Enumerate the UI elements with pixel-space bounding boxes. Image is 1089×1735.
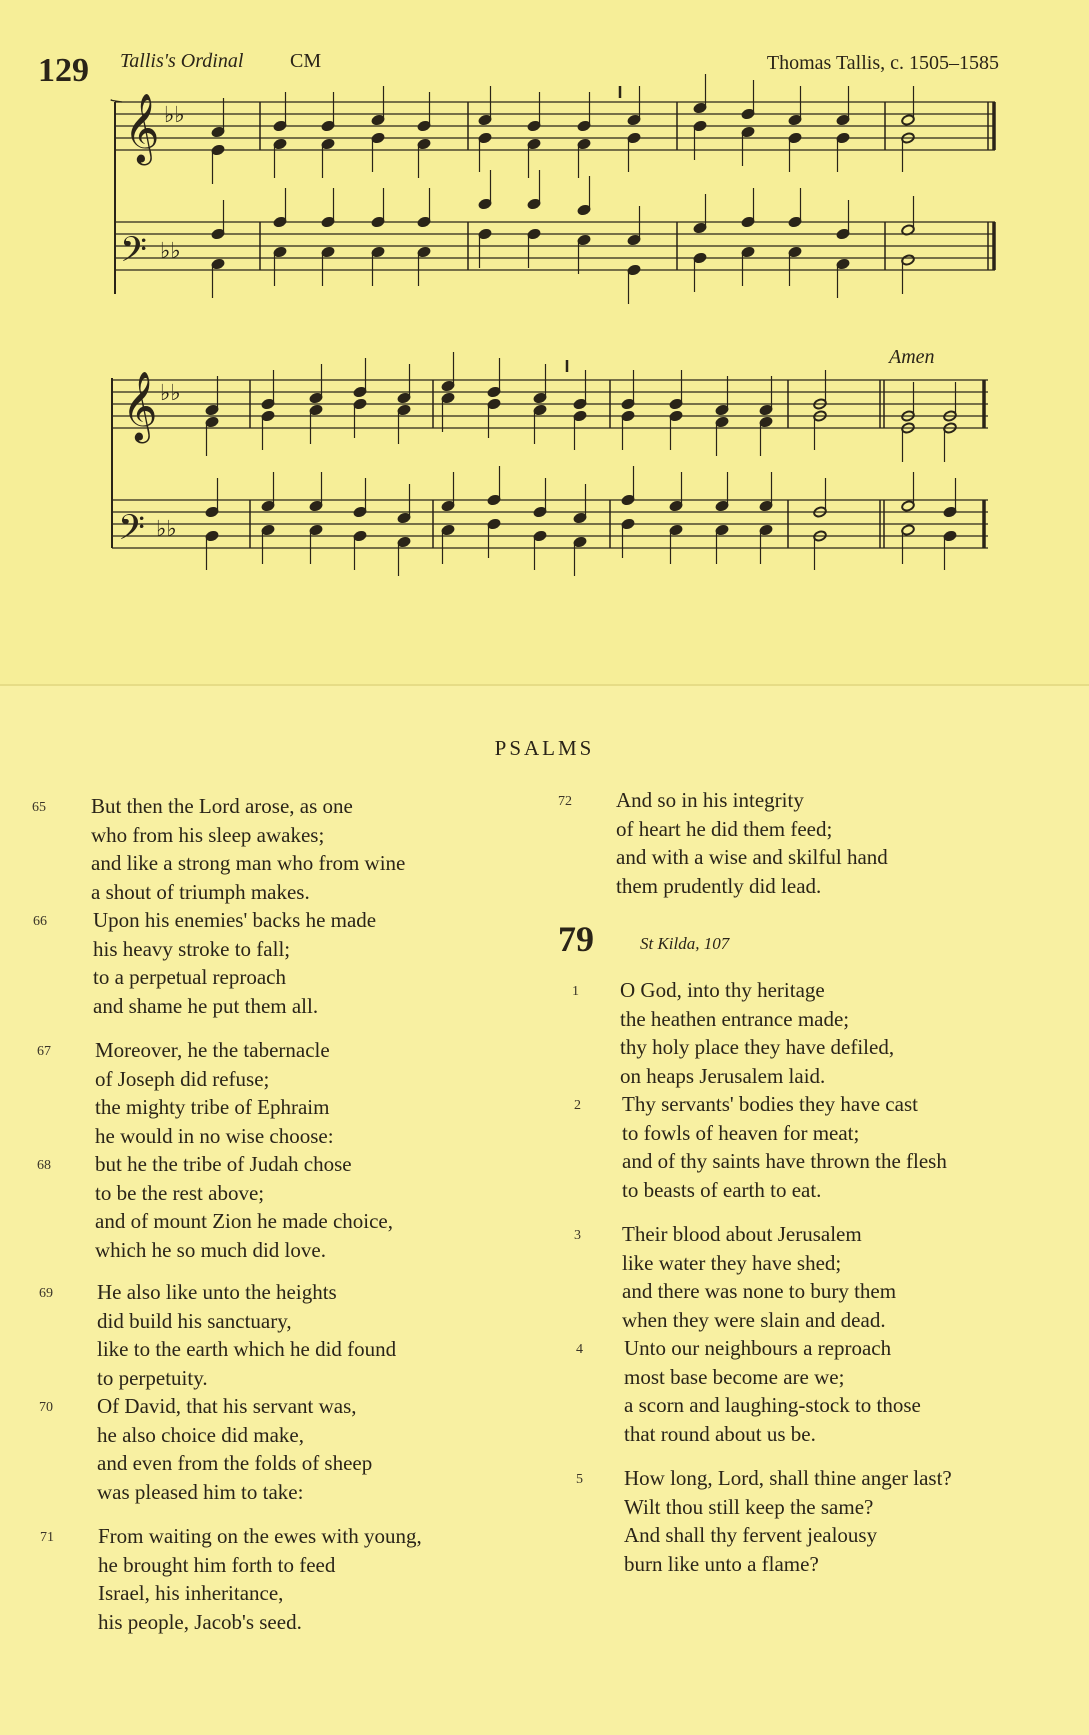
treble-clef-icon: 𝄞 [124,93,160,163]
flat-icon: ♭♭ [160,239,181,264]
stanza-line: he brought him forth to feed [98,1552,336,1577]
flat-icon: ♭♭ [164,103,185,128]
stanza-line: to a perpetual reproach [93,965,286,989]
stanza-line: Of David, that his servant was, [97,1394,357,1418]
stanza [93,906,376,1020]
stanza-line: Unto our neighbours a reproach [624,1336,892,1360]
stanza-line: of heart he did them feed; [616,816,833,841]
verse-number: 2 [574,1098,581,1113]
stanza-line: to beasts of earth to eat. [622,1177,822,1202]
bass-clef-icon: 𝄢 [120,229,148,278]
psalm-tune: St Kilda, 107 [640,934,730,953]
stanza-line: How long, Lord, shall thine anger last? [624,1466,952,1490]
stanza [98,1522,422,1636]
stanza [624,1464,952,1578]
composer: Thomas Tallis, c. 1505–1585 [766,52,999,74]
music-score [0,0,1089,600]
system-1 [111,100,995,294]
stanza-line: Israel, his inheritance, [98,1581,284,1605]
stanza [97,1392,372,1506]
stanza [620,976,894,1090]
stanza-line: From waiting on the ewes with young, [98,1524,422,1548]
stanza-line: like water they have shed; [622,1250,842,1275]
stanza-line: burn like unto a flame? [624,1551,819,1576]
stanza-line: He also like unto the heights [97,1280,337,1304]
stanza-line: Upon his enemies' backs he made [93,908,377,932]
stanza-line: most base become are we; [624,1364,845,1389]
stanza-line: a scorn and laughing-stock to those [624,1393,921,1417]
flat-icon: ♭♭ [156,517,177,542]
stanza-line: them prudently did lead. [616,873,822,898]
stanza-line: and there was none to bury them [622,1279,897,1303]
stanza-line: O God, into thy heritage [620,978,825,1002]
verse-number: 5 [576,1472,583,1487]
stanza-line: and with a wise and skilful hand [616,845,888,869]
bass-clef-icon: 𝄢 [118,507,146,556]
barlines-1 [260,102,994,270]
stanza-line: And shall thy fervent jealousy [624,1523,878,1547]
hymn-number: 129 [38,52,89,89]
stanza-line: Their blood about Jerusalem [622,1222,862,1246]
stanza-line: his heavy stroke to fall; [93,936,291,961]
stanza-line: Moreover, he the tabernacle [95,1038,330,1062]
stanza [97,1278,396,1392]
flat-icon: ♭♭ [160,381,181,406]
stanza [95,1036,334,1150]
stanza-line: like to the earth which he did found [97,1337,397,1361]
stanza-line: a shout of triumph makes. [91,879,310,904]
stanza-line: and of thy saints have thrown the flesh [622,1149,947,1173]
stanza-line: he also choice did make, [97,1422,305,1447]
stanza-line: his people, Jacob's seed. [98,1609,302,1634]
verse-number: 72 [558,794,572,809]
verse-number: 71 [40,1530,54,1545]
verse-number: 67 [37,1044,51,1059]
stanza-line: to fowls of heaven for meat; [622,1120,860,1145]
stanza-line: on heaps Jerusalem laid. [620,1063,826,1088]
stanza-line: did build his sanctuary, [97,1308,292,1333]
stanza-line: who from his sleep awakes; [91,822,325,847]
stanza [622,1220,896,1334]
verse-number: 4 [576,1342,583,1357]
psalm-number: 79 [558,919,594,959]
stanza [616,786,888,900]
treble-staff-1 [115,102,995,150]
stanza [95,1150,393,1264]
system-2 [112,378,988,548]
bass-staff-2 [112,500,988,548]
stanza-line: to be the rest above; [95,1180,265,1205]
stanza-line: which he so much did love. [95,1237,326,1262]
stanza-line: and even from the folds of sheep [97,1451,373,1475]
stanza-line: thy holy place they have defiled, [620,1035,895,1059]
stanza-line: but he the tribe of Judah chose [95,1152,352,1176]
note-heads [205,74,957,576]
stanza-line: was pleased him to take: [97,1479,304,1504]
stanza-line: Thy servants' bodies they have cast [622,1092,918,1116]
stanza [91,792,405,906]
stanza-line: and shame he put them all. [93,993,319,1018]
verse-number: 68 [37,1158,51,1173]
stanza-line: of Joseph did refuse; [95,1066,270,1091]
stanza [624,1334,921,1448]
verse-number: 70 [39,1400,53,1415]
meter: CM [290,50,322,72]
section-heading: PSALMS [494,736,595,760]
stanza-line: and of mount Zion he made choice, [95,1209,393,1233]
verse-number: 69 [39,1286,53,1301]
stanza-line: when they were slain and dead. [622,1307,886,1332]
stanza [622,1090,947,1204]
stanza-line: But then the Lord arose, as one [91,794,353,818]
stanza-line: the heathen entrance made; [620,1006,850,1031]
stanza-line: And so in his integrity [616,788,804,812]
stanza-line: that round about us be. [624,1421,816,1446]
treble-clef-icon: 𝄞 [122,371,158,441]
stanza-line: to perpetuity. [97,1365,208,1390]
stanza-line: Wilt thou still keep the same? [624,1494,874,1519]
verse-number: 66 [33,914,47,929]
amen-label: Amen [889,346,935,368]
verse-number: 65 [32,800,46,815]
stanza-line: the mighty tribe of Ephraim [95,1095,330,1119]
verse-number: 1 [572,984,579,999]
tune-name: Tallis's Ordinal [120,50,244,72]
stanza-line: and like a strong man who from wine [91,851,406,875]
treble-staff-2 [112,380,988,428]
verse-number: 3 [574,1228,581,1243]
stanza-line: he would in no wise choose: [95,1123,334,1148]
bass-staff-1 [115,222,995,270]
